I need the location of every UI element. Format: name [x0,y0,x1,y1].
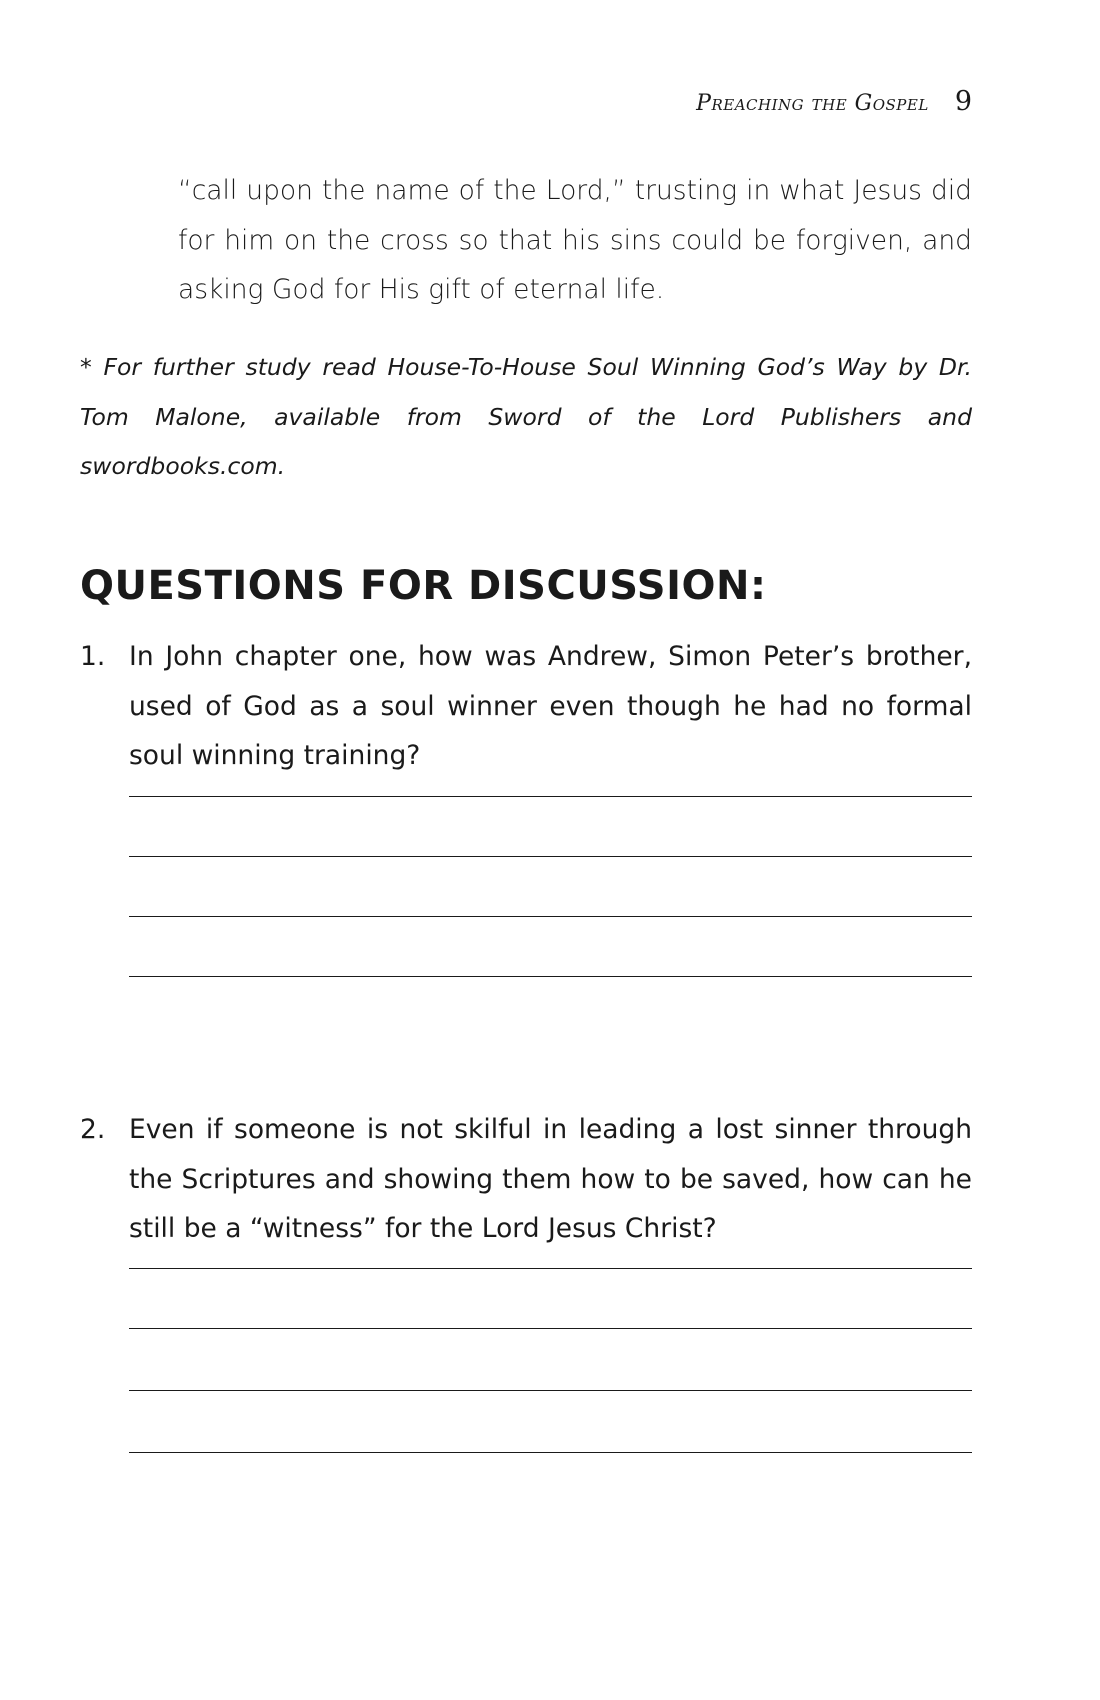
section-heading: QUESTIONS FOR DISCUSSION: [80,563,767,609]
continued-paragraph: “call upon the name of the Lord,” trusting in what Jesus did for him on the cross so that his sins could be forgiven, and asking God for His gift of eternal life. [178,175,972,305]
question-number: 2. [80,1114,106,1145]
page-number: 9 [954,86,972,117]
running-head [696,86,972,117]
question-2 [80,1105,972,1254]
answer-line[interactable] [129,976,972,977]
question-text: Even if someone is not skilful in leading a lost sinner through the Scriptures and showing them how to be saved, how can he still be a “witness” for the Lord Jesus Christ? [129,1114,972,1244]
answer-line[interactable] [129,796,972,797]
answer-line[interactable] [129,1328,972,1329]
question-1 [80,632,972,781]
question-number: 1. [80,641,106,672]
answer-line[interactable] [129,1390,972,1391]
answer-line[interactable] [129,856,972,857]
running-title: Preaching the Gospel [696,91,929,116]
answer-line[interactable] [129,916,972,917]
answer-line[interactable] [129,1452,972,1453]
footnote: * For further study read House-To-House Soul Winning God’s Way by Dr. Tom Malone, available from Sword of the Lord Publishers and swordbooks.com. [80,353,972,480]
answer-line[interactable] [129,1268,972,1269]
question-text: In John chapter one, how was Andrew, Simon Peter’s brother, used of God as a soul winner even though he had no formal soul winning training? [129,641,972,771]
